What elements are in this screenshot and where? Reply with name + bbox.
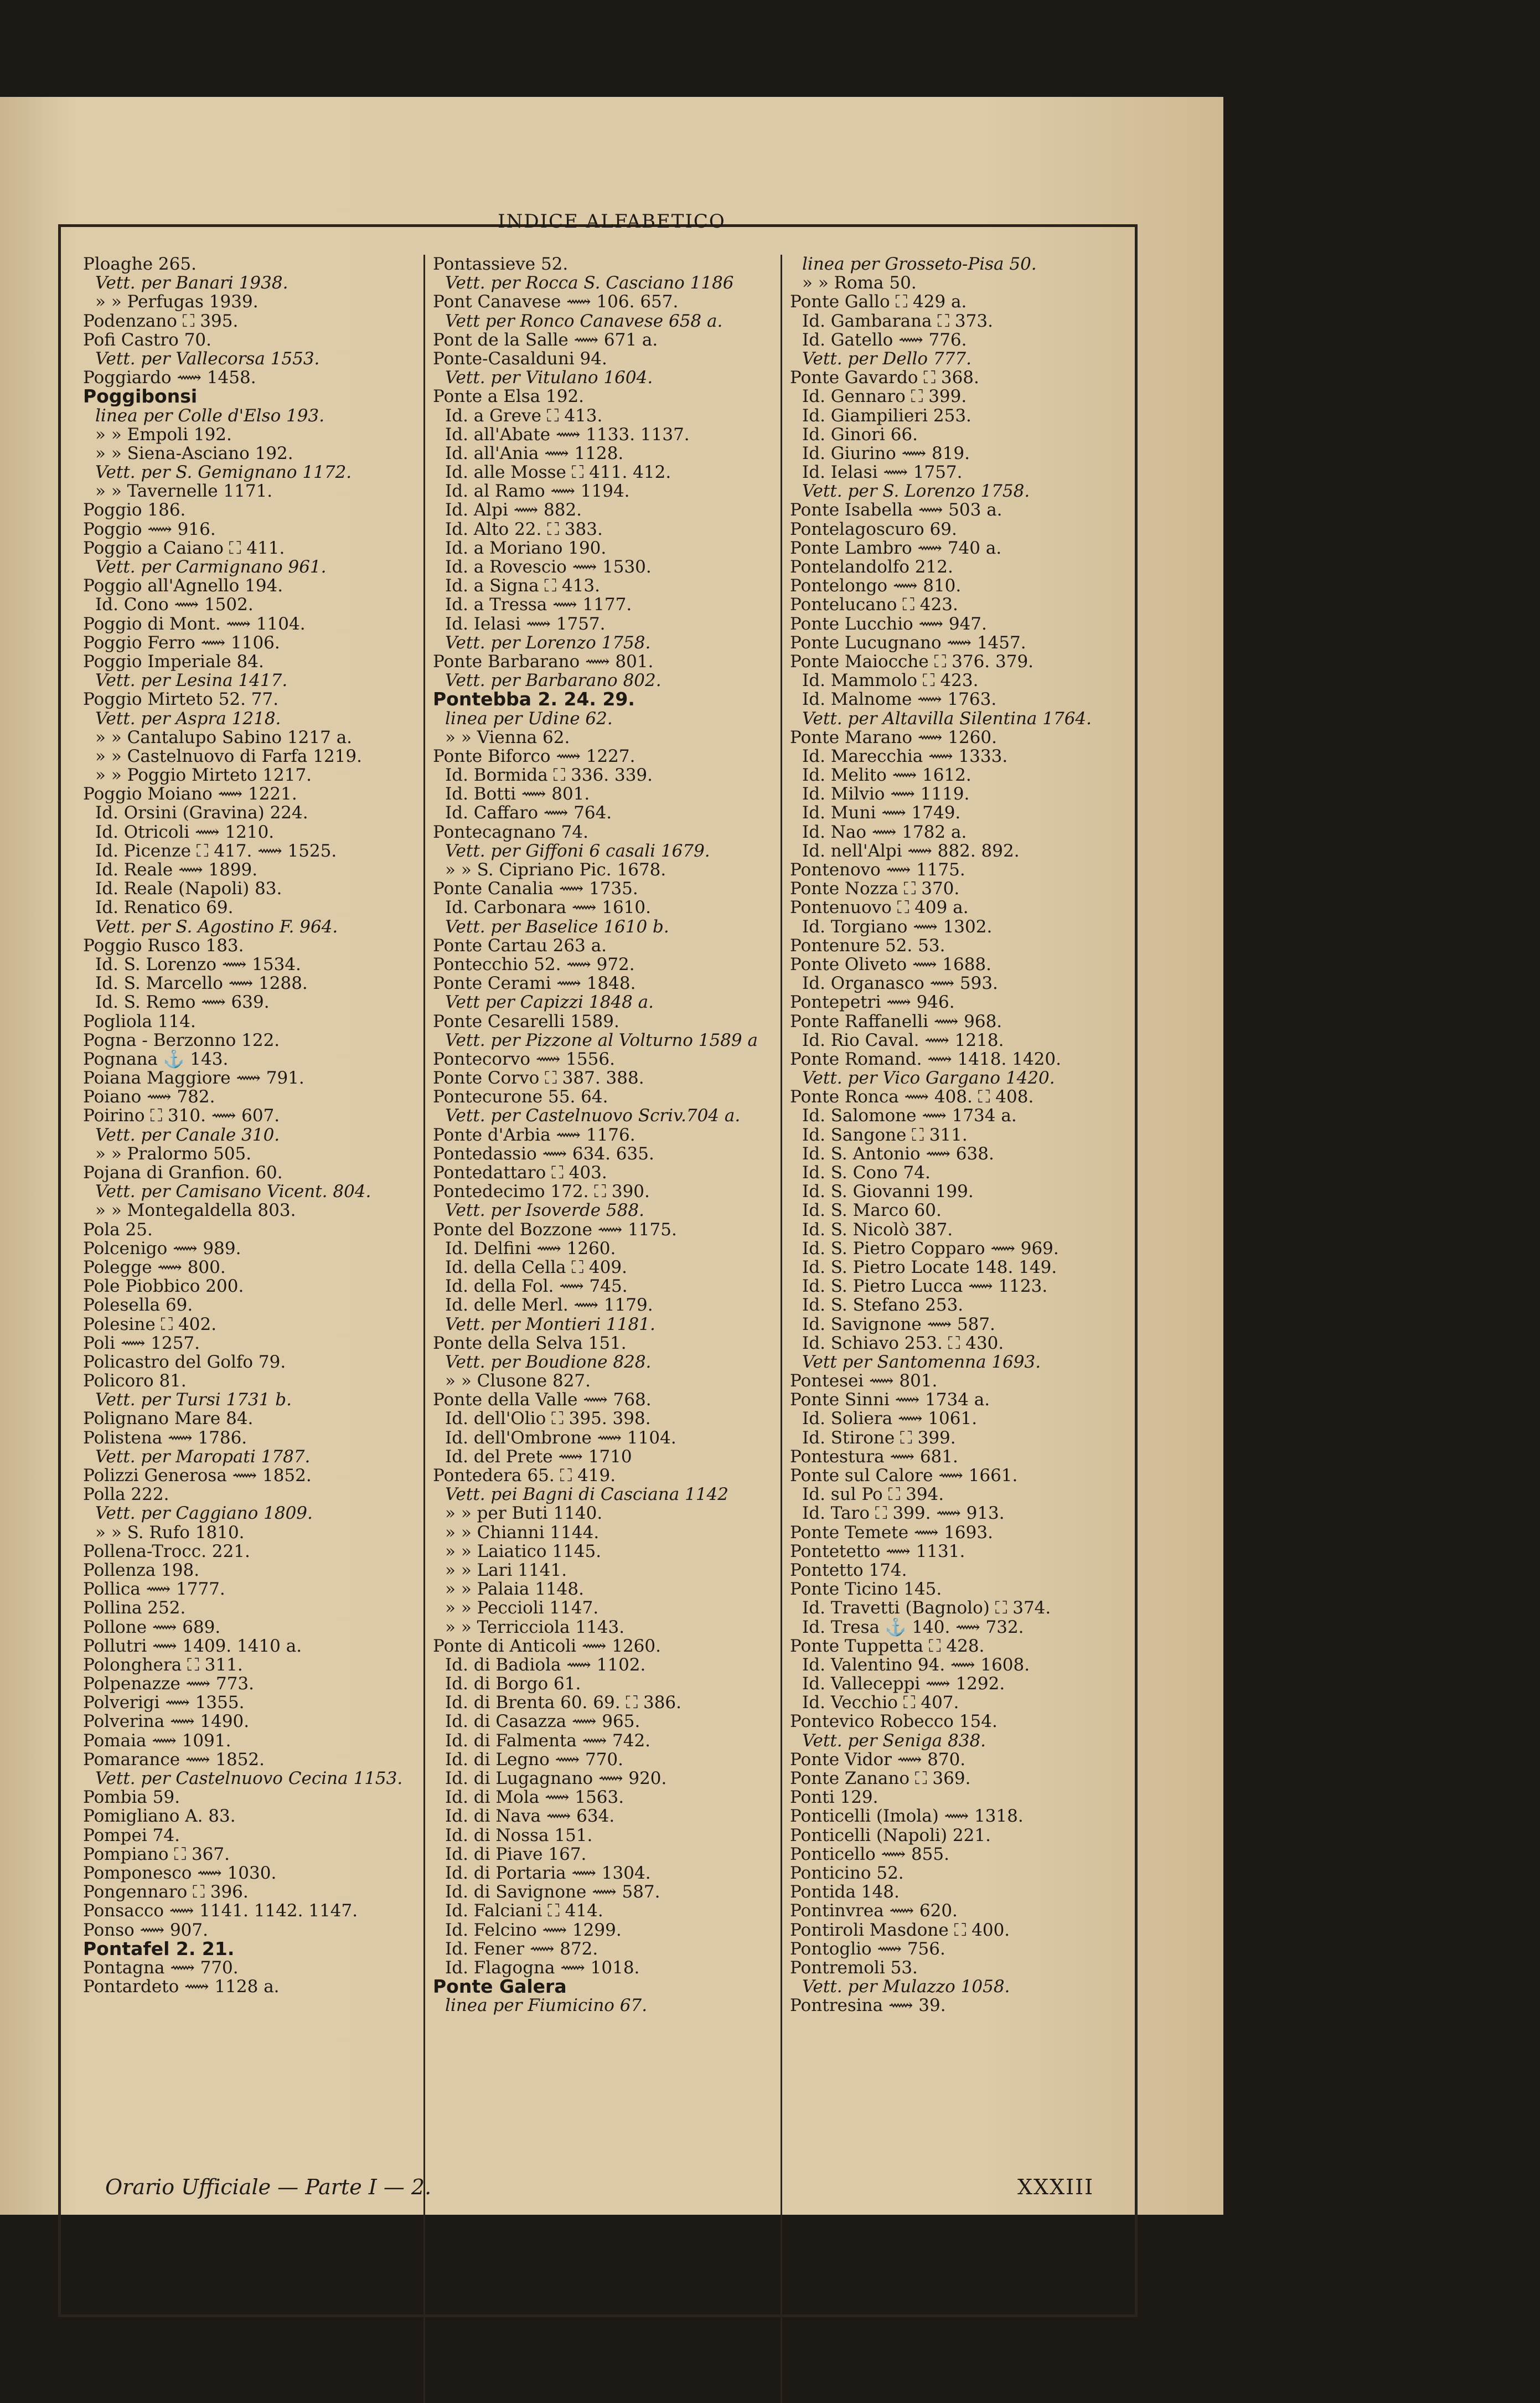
index-entry: Id. Felcino ⟿ 1299. bbox=[445, 1920, 622, 1940]
index-entry: Ponte d'Arbia ⟿ 1176. bbox=[433, 1125, 635, 1144]
index-entry: Polizzi Generosa ⟿ 1852. bbox=[83, 1466, 312, 1486]
index-entry: Polesella 69. bbox=[83, 1296, 193, 1315]
index-entry: Ponte Maiocche ⛶ 376. 379. bbox=[790, 652, 1034, 672]
index-entry: Id. Fener ⟿ 872. bbox=[445, 1939, 598, 1958]
index-entry: Pontoglio ⟿ 756. bbox=[790, 1939, 945, 1958]
index-entry: Ponte Barbarano ⟿ 801. bbox=[433, 652, 654, 672]
index-entry: Id. Torgiano ⟿ 1302. bbox=[802, 917, 993, 936]
index-entry: Pontecorvo ⟿ 1556. bbox=[433, 1049, 615, 1069]
index-entry: Poggio di Mont. ⟿ 1104. bbox=[83, 614, 306, 633]
index-entry: Id. Tresa ⚓ 140. ⟿ 732. bbox=[802, 1617, 1024, 1637]
index-entry: Ponte sul Calore ⟿ 1661. bbox=[790, 1466, 1018, 1486]
index-entry: Pontelongo ⟿ 810. bbox=[790, 576, 962, 596]
index-entry: linea per Colle d'Elso 193. bbox=[95, 406, 325, 425]
index-entry: Pontecurone 55. 64. bbox=[433, 1087, 608, 1107]
index-entry: Vett. per Vitulano 1604. bbox=[445, 368, 653, 388]
index-entry: Id. Gatello ⟿ 776. bbox=[802, 330, 967, 349]
page-header: INDICE ALFABETICO bbox=[498, 210, 726, 233]
index-entry: Id. Otricoli ⟿ 1210. bbox=[95, 822, 275, 842]
index-entry: Ponso ⟿ 907. bbox=[83, 1920, 208, 1940]
index-entry: Id. S. Nicolò 387. bbox=[802, 1220, 953, 1239]
index-entry: Id. Caffaro ⟿ 764. bbox=[445, 803, 612, 823]
index-entry: Id. Travetti (Bagnolo) ⛶ 374. bbox=[802, 1598, 1051, 1618]
index-entry: Pontardeto ⟿ 1128 a. bbox=[83, 1977, 280, 1997]
index-entry: Poggibonsi bbox=[83, 387, 198, 406]
index-entry: » » Pralormo 505. bbox=[95, 1144, 252, 1163]
index-entry: Pontiroli Masdone ⛶ 400. bbox=[790, 1920, 1010, 1940]
index-entry: Pontelandolfo 212. bbox=[790, 558, 953, 577]
index-entry: Vett. pei Bagni di Casciana 1142 bbox=[445, 1485, 728, 1504]
index-entry: Ponte Cartau 263 a. bbox=[433, 936, 607, 955]
index-entry: Vett. per Rocca S. Casciano 1186 bbox=[445, 274, 734, 293]
index-entry: Pontelagoscuro 69. bbox=[790, 519, 957, 539]
index-entry: Pontevico Robecco 154. bbox=[790, 1712, 998, 1731]
index-entry: Id. di Nossa 151. bbox=[445, 1826, 593, 1845]
index-entry: Pollena-Trocc. 221. bbox=[83, 1541, 250, 1561]
index-entry: Id. Mammolo ⛶ 423. bbox=[802, 671, 979, 690]
index-entry: » » S. Cipriano Pic. 1678. bbox=[445, 860, 666, 880]
index-entry: Pont Canavese ⟿ 106. 657. bbox=[433, 292, 679, 312]
index-entry: Pomarance ⟿ 1852. bbox=[83, 1750, 265, 1769]
index-entry: Poggio 186. bbox=[83, 501, 186, 520]
index-entry: Polegge ⟿ 800. bbox=[83, 1257, 226, 1277]
index-entry: Pontetetto ⟿ 1131. bbox=[790, 1541, 965, 1561]
index-entry: Pontresina ⟿ 39. bbox=[790, 1996, 946, 2015]
index-entry: Pomigliano A. 83. bbox=[83, 1807, 236, 1826]
index-entry: Ponte Lambro ⟿ 740 a. bbox=[790, 538, 1002, 558]
footer-publication: Orario Ufficiale — Parte I — 2. bbox=[105, 2175, 432, 2199]
index-entry: Id. della Cella ⛶ 409. bbox=[445, 1257, 627, 1277]
index-entry: Ponte Romand. ⟿ 1418. 1420. bbox=[790, 1049, 1061, 1069]
index-entry: Id. S. Pietro Locate 148. 149. bbox=[802, 1257, 1057, 1277]
index-entry: Vett. per Aspra 1218. bbox=[95, 709, 281, 728]
index-entry: Pomponesco ⟿ 1030. bbox=[83, 1863, 277, 1883]
index-entry: Id. Taro ⛶ 399. ⟿ 913. bbox=[802, 1504, 1005, 1523]
index-entry: Pognana ⚓ 143. bbox=[83, 1049, 229, 1069]
index-entry: Poggiardo ⟿ 1458. bbox=[83, 368, 256, 388]
index-entry: Id. Savignone ⟿ 587. bbox=[802, 1314, 995, 1334]
index-entry: » » Clusone 827. bbox=[445, 1371, 591, 1391]
index-entry: Poiano ⟿ 782. bbox=[83, 1087, 215, 1107]
index-entry: Id. Organasco ⟿ 593. bbox=[802, 974, 998, 993]
index-entry: Id. Vecchio ⛶ 407. bbox=[802, 1693, 959, 1713]
index-entry: Poggio Rusco 183. bbox=[83, 936, 244, 955]
index-entry: Id. a Moriano 190. bbox=[445, 538, 607, 558]
index-entry: » » Lari 1141. bbox=[445, 1560, 567, 1580]
index-entry: Id. di Portaria ⟿ 1304. bbox=[445, 1863, 651, 1883]
index-entry: Ponticelli (Imola) ⟿ 1318. bbox=[790, 1807, 1024, 1826]
index-entry: Id. di Casazza ⟿ 965. bbox=[445, 1712, 640, 1731]
index-entry: Ponte Sinni ⟿ 1734 a. bbox=[790, 1390, 990, 1410]
index-entry: Vett. per Castelnuovo Scriv.704 a. bbox=[445, 1106, 741, 1126]
index-entry: Pompiano ⛶ 367. bbox=[83, 1844, 230, 1864]
index-entry: Pollone ⟿ 689. bbox=[83, 1617, 221, 1637]
index-entry: Id. S. Antonio ⟿ 638. bbox=[802, 1144, 994, 1163]
index-entry: Polistena ⟿ 1786. bbox=[83, 1428, 247, 1447]
index-entry: Pontebba 2. 24. 29. bbox=[433, 690, 635, 709]
index-entry: Ponte Cerami ⟿ 1848. bbox=[433, 974, 636, 993]
index-entry: Id. a Rovescio ⟿ 1530. bbox=[445, 558, 652, 577]
index-entry: Pontecagnano 74. bbox=[433, 822, 588, 842]
index-entry: Poli ⟿ 1257. bbox=[83, 1333, 200, 1353]
index-entry: Ponte Tuppetta ⛶ 428. bbox=[790, 1636, 985, 1656]
index-entry: Pontedera 65. ⛶ 419. bbox=[433, 1466, 616, 1486]
index-entry: Id. nell'Alpi ⟿ 882. 892. bbox=[802, 841, 1020, 860]
index-entry: Pompei 74. bbox=[83, 1826, 180, 1845]
index-entry: Pontinvrea ⟿ 620. bbox=[790, 1901, 958, 1921]
index-entry: Id. S. Pietro Copparo ⟿ 969. bbox=[802, 1239, 1059, 1258]
index-entry: Vett. per S. Agostino F. 964. bbox=[95, 917, 338, 936]
index-entry: Id. S. Giovanni 199. bbox=[802, 1182, 974, 1202]
index-entry: Pongennaro ⛶ 396. bbox=[83, 1883, 249, 1902]
index-entry: Id. di Piave 167. bbox=[445, 1844, 587, 1864]
index-entry: Polpenazze ⟿ 773. bbox=[83, 1674, 255, 1694]
index-entry: Id. Alpi ⟿ 882. bbox=[445, 501, 582, 520]
index-entry: Vett. per Barbarano 802. bbox=[445, 671, 662, 690]
index-entry: Poiana Maggiore ⟿ 791. bbox=[83, 1069, 304, 1088]
index-entry: Id. a Greve ⛶ 413. bbox=[445, 406, 603, 425]
index-entry: Ponte Ronca ⟿ 408. ⛶ 408. bbox=[790, 1087, 1034, 1107]
index-entry: Id. Milvio ⟿ 1119. bbox=[802, 785, 970, 804]
index-entry: Id. Gambarana ⛶ 373. bbox=[802, 311, 993, 331]
index-entry: Id. Carbonara ⟿ 1610. bbox=[445, 898, 651, 917]
index-entry: Poggio Mirteto 52. 77. bbox=[83, 690, 279, 709]
index-entry: » » Castelnuovo di Farfa 1219. bbox=[95, 746, 362, 766]
index-entry: Vett. per Giffoni 6 casali 1679. bbox=[445, 841, 710, 860]
index-entry: Ponte di Anticoli ⟿ 1260. bbox=[433, 1636, 661, 1656]
index-entry: Pont de la Salle ⟿ 671 a. bbox=[433, 330, 658, 349]
index-entry: Ponte Lucugnano ⟿ 1457. bbox=[790, 633, 1026, 652]
index-entry: Pombia 59. bbox=[83, 1788, 180, 1807]
index-entry: Policastro del Golfo 79. bbox=[83, 1352, 286, 1372]
index-entry: Vett. per Camisano Vicent. 804. bbox=[95, 1182, 371, 1202]
index-entry: Id. del Prete ⟿ 1710 bbox=[445, 1447, 632, 1466]
index-entry: Poggio all'Agnello 194. bbox=[83, 576, 283, 596]
index-entry: Ponsacco ⟿ 1141. 1142. 1147. bbox=[83, 1901, 358, 1921]
index-entry: Pofi Castro 70. bbox=[83, 330, 212, 349]
index-entry: Vett per Capizzi 1848 a. bbox=[445, 993, 654, 1012]
index-entry: Id. di Lugagnano ⟿ 920. bbox=[445, 1769, 667, 1788]
index-entry: Id. Giurino ⟿ 819. bbox=[802, 444, 970, 463]
index-entry: Ponte Canalia ⟿ 1735. bbox=[433, 879, 638, 899]
index-entry: Id. al Ramo ⟿ 1194. bbox=[445, 482, 630, 501]
index-entry: Polesine ⛶ 402. bbox=[83, 1314, 217, 1334]
index-entry: » » Perfugas 1939. bbox=[95, 292, 259, 312]
index-entry: Id. S. Stefano 253. bbox=[802, 1296, 964, 1315]
index-entry: Vett per Ronco Canavese 658 a. bbox=[445, 311, 723, 331]
index-entry: Polverigi ⟿ 1355. bbox=[83, 1693, 245, 1713]
index-entry: Id. Schiavo 253. ⛶ 430. bbox=[802, 1333, 1004, 1353]
index-entry: Vett. per Lorenzo 1758. bbox=[445, 633, 651, 652]
index-entry: Ponte Vidor ⟿ 870. bbox=[790, 1750, 966, 1769]
index-entry: Id. Melito ⟿ 1612. bbox=[802, 766, 971, 785]
index-entry: Id. Marecchia ⟿ 1333. bbox=[802, 746, 1008, 766]
index-entry: Pollica ⟿ 1777. bbox=[83, 1580, 225, 1599]
index-entry: Id. S. Pietro Lucca ⟿ 1123. bbox=[802, 1277, 1048, 1296]
index-entry: Vett. per Altavilla Silentina 1764. bbox=[802, 709, 1092, 728]
index-entry: Vett. per Dello 777. bbox=[802, 349, 971, 369]
index-entry: Id. S. Lorenzo ⟿ 1534. bbox=[95, 955, 301, 974]
index-entry: Ponte-Casalduni 94. bbox=[433, 349, 607, 369]
index-entry: Id. Stirone ⛶ 399. bbox=[802, 1428, 956, 1447]
index-entry: » » Cantalupo Sabino 1217 a. bbox=[95, 728, 353, 747]
index-entry: Pontedassio ⟿ 634. 635. bbox=[433, 1144, 654, 1163]
index-entry: » » Tavernelle 1171. bbox=[95, 482, 273, 501]
index-entry: Poirino ⛶ 310. ⟿ 607. bbox=[83, 1106, 280, 1126]
index-entry: Id. Botti ⟿ 801. bbox=[445, 785, 590, 804]
index-entry: Pola 25. bbox=[83, 1220, 153, 1239]
index-entry: Id. S. Marco 60. bbox=[802, 1201, 942, 1220]
index-entry: Id. S. Marcello ⟿ 1288. bbox=[95, 974, 308, 993]
index-entry: Id. di Brenta 60. 69. ⛶ 386. bbox=[445, 1693, 682, 1713]
index-entry: » » Terricciola 1143. bbox=[445, 1617, 625, 1637]
index-entry: Id. all'Abate ⟿ 1133. 1137. bbox=[445, 425, 690, 444]
index-entry: Id. Alto 22. ⛶ 383. bbox=[445, 519, 603, 539]
index-entry: Vett. per Tursi 1731 b. bbox=[95, 1390, 292, 1410]
index-entry: Id. sul Po ⛶ 394. bbox=[802, 1485, 944, 1504]
index-entry: Vett. per Carmignano 961. bbox=[95, 558, 327, 577]
index-entry: » » Palaia 1148. bbox=[445, 1580, 584, 1599]
index-entry: Pomaia ⟿ 1091. bbox=[83, 1731, 231, 1750]
page-number: XXXIII bbox=[1017, 2175, 1094, 2199]
index-entry: Polverina ⟿ 1490. bbox=[83, 1712, 250, 1731]
index-entry: Id. Salomone ⟿ 1734 a. bbox=[802, 1106, 1017, 1126]
index-entry: Id. Sangone ⛶ 311. bbox=[802, 1125, 968, 1144]
index-entry: Polignano Mare 84. bbox=[83, 1409, 254, 1429]
index-entry: Pontepetri ⟿ 946. bbox=[790, 993, 955, 1012]
index-entry: Vett. per Vico Gargano 1420. bbox=[802, 1069, 1055, 1088]
index-entry: » » Montegaldella 803. bbox=[95, 1201, 296, 1220]
index-entry: linea per Grosseto-Pisa 50. bbox=[802, 255, 1037, 274]
index-entry: Ponte Nozza ⛶ 370. bbox=[790, 879, 960, 899]
index-entry: Ponte Lucchio ⟿ 947. bbox=[790, 614, 987, 633]
index-entry: Id. di Falmenta ⟿ 742. bbox=[445, 1731, 651, 1750]
index-entry: » » Peccioli 1147. bbox=[445, 1598, 599, 1618]
index-entry: Id. a Tressa ⟿ 1177. bbox=[445, 595, 632, 615]
index-entry: Pontagna ⟿ 770. bbox=[83, 1958, 239, 1978]
index-entry: Ploaghe 265. bbox=[83, 255, 197, 274]
index-entry: Id. Valentino 94. ⟿ 1608. bbox=[802, 1655, 1030, 1675]
index-entry: Id. Delfini ⟿ 1260. bbox=[445, 1239, 616, 1258]
index-entry: Id. di Mola ⟿ 1563. bbox=[445, 1788, 624, 1807]
index-entry: Pontafel 2. 21. bbox=[83, 1939, 235, 1958]
index-entry: Id. Malnome ⟿ 1763. bbox=[802, 690, 997, 709]
index-entry: Id. S. Cono 74. bbox=[802, 1163, 931, 1183]
index-entry: Poggio Moiano ⟿ 1221. bbox=[83, 785, 297, 804]
index-entry: Pontelucano ⛶ 423. bbox=[790, 595, 958, 615]
index-entry: Ponte a Elsa 192. bbox=[433, 387, 585, 406]
index-entry: Pontesei ⟿ 801. bbox=[790, 1371, 938, 1391]
index-entry: Id. S. Remo ⟿ 639. bbox=[95, 993, 270, 1012]
index-entry: Ponte Biforco ⟿ 1227. bbox=[433, 746, 635, 766]
index-entry: Id. Soliera ⟿ 1061. bbox=[802, 1409, 978, 1429]
index-entry: Vett. per Seniga 838. bbox=[802, 1731, 986, 1750]
index-entry: Id. Muni ⟿ 1749. bbox=[802, 803, 961, 823]
index-entry: Pontestura ⟿ 681. bbox=[790, 1447, 958, 1466]
index-entry: Ponte Isabella ⟿ 503 a. bbox=[790, 501, 1002, 520]
index-entry: Id. Orsini (Gravina) 224. bbox=[95, 803, 308, 823]
index-entry: » » Vienna 62. bbox=[445, 728, 570, 747]
index-entry: Pontenure 52. 53. bbox=[790, 936, 945, 955]
index-entry: Id. Gennaro ⛶ 399. bbox=[802, 387, 967, 406]
index-entry: » » Chianni 1144. bbox=[445, 1523, 600, 1542]
index-entry: Pontida 148. bbox=[790, 1883, 900, 1902]
index-entry: » » Laiatico 1145. bbox=[445, 1541, 602, 1561]
index-entry: Id. Cono ⟿ 1502. bbox=[95, 595, 254, 615]
index-entry: Id. Flagogna ⟿ 1018. bbox=[445, 1958, 640, 1978]
index-entry: Ponte della Valle ⟿ 768. bbox=[433, 1390, 652, 1410]
index-entry: Vett. per Lesina 1417. bbox=[95, 671, 288, 690]
index-entry: Id. Reale ⟿ 1899. bbox=[95, 860, 258, 880]
index-entry: Id. di Borgo 61. bbox=[445, 1674, 581, 1694]
index-entry: Id. Valleceppi ⟿ 1292. bbox=[802, 1674, 1005, 1694]
index-entry: Ponti 129. bbox=[790, 1788, 878, 1807]
index-entry: Pollutri ⟿ 1409. 1410 a. bbox=[83, 1636, 302, 1656]
index-column-3 bbox=[781, 255, 1128, 2403]
index-entry: Id. all'Ania ⟿ 1128. bbox=[445, 444, 624, 463]
index-entry: Pogliola 114. bbox=[83, 1012, 196, 1031]
index-entry: Pollina 252. bbox=[83, 1598, 186, 1618]
index-entry: Pontedecimo 172. ⛶ 390. bbox=[433, 1182, 650, 1202]
index-entry: Ponte Zanano ⛶ 369. bbox=[790, 1769, 971, 1788]
index-entry: Pollenza 198. bbox=[83, 1560, 200, 1580]
index-entry: » » Poggio Mirteto 1217. bbox=[95, 766, 312, 785]
index-entry: Id. Giampilieri 253. bbox=[802, 406, 971, 425]
index-entry: Id. Ielasi ⟿ 1757. bbox=[802, 463, 963, 482]
index-entry: Id. Bormida ⛶ 336. 339. bbox=[445, 766, 653, 785]
index-entry: Pontenovo ⟿ 1175. bbox=[790, 860, 965, 880]
index-entry: Pojana di Granfion. 60. bbox=[83, 1163, 283, 1183]
index-entry: » » per Buti 1140. bbox=[445, 1504, 603, 1523]
index-entry: Ponte Oliveto ⟿ 1688. bbox=[790, 955, 992, 974]
index-entry: Ponte Gallo ⛶ 429 a. bbox=[790, 292, 967, 312]
index-entry: Ponte Temete ⟿ 1693. bbox=[790, 1523, 993, 1542]
index-entry: linea per Udine 62. bbox=[445, 709, 613, 728]
index-entry: Ponte Corvo ⛶ 387. 388. bbox=[433, 1069, 644, 1088]
index-entry: Id. a Signa ⛶ 413. bbox=[445, 576, 601, 596]
index-entry: Id. di Legno ⟿ 770. bbox=[445, 1750, 623, 1769]
index-entry: Id. Ielasi ⟿ 1757. bbox=[445, 614, 606, 633]
index-entry: Id. dell'Olio ⛶ 395. 398. bbox=[445, 1409, 651, 1429]
index-entry: Poggio Ferro ⟿ 1106. bbox=[83, 633, 280, 652]
index-entry: » » Roma 50. bbox=[802, 274, 917, 293]
index-entry: Vett per Santomenna 1693. bbox=[802, 1352, 1041, 1372]
index-entry: Ponte Cesarelli 1589. bbox=[433, 1012, 619, 1031]
index-entry: Ponticino 52. bbox=[790, 1863, 904, 1883]
index-entry: » » S. Rufo 1810. bbox=[95, 1523, 245, 1542]
index-entry: Podenzano ⛶ 395. bbox=[83, 311, 239, 331]
index-entry: Poggio Imperiale 84. bbox=[83, 652, 264, 672]
index-entry: Pontremoli 53. bbox=[790, 1958, 918, 1978]
index-entry: Polla 222. bbox=[83, 1485, 169, 1504]
index-entry: Id. di Savignone ⟿ 587. bbox=[445, 1883, 660, 1902]
index-entry: Id. Renatico 69. bbox=[95, 898, 234, 917]
index-entry: Poggio a Caiano ⛶ 411. bbox=[83, 538, 285, 558]
index-entry: Ponte Gavardo ⛶ 368. bbox=[790, 368, 979, 388]
index-entry: Id. di Badiola ⟿ 1102. bbox=[445, 1655, 646, 1675]
index-entry: Pole Piobbico 200. bbox=[83, 1277, 244, 1296]
index-entry: Polonghera ⛶ 311. bbox=[83, 1655, 243, 1675]
index-entry: Ponte Galera bbox=[433, 1977, 567, 1997]
index-entry: linea per Fiumicino 67. bbox=[445, 1996, 648, 2015]
index-entry: Pontedattaro ⛶ 403. bbox=[433, 1163, 607, 1183]
index-entry: Id. dell'Ombrone ⟿ 1104. bbox=[445, 1428, 676, 1447]
index-entry: Vett. per Caggiano 1809. bbox=[95, 1504, 313, 1523]
index-entry: Ponte Marano ⟿ 1260. bbox=[790, 728, 997, 747]
index-entry: Pogna - Berzonno 122. bbox=[83, 1030, 280, 1050]
index-entry: Id. Nao ⟿ 1782 a. bbox=[802, 822, 967, 842]
index-entry: Pontecchio 52. ⟿ 972. bbox=[433, 955, 635, 974]
index-entry: Policoro 81. bbox=[83, 1371, 187, 1391]
index-entry: » » Empoli 192. bbox=[95, 425, 232, 444]
index-entry: Polcenigo ⟿ 989. bbox=[83, 1239, 241, 1258]
index-entry: Id. Falciani ⛶ 414. bbox=[445, 1901, 603, 1921]
index-column-2 bbox=[423, 255, 771, 2403]
index-column-1 bbox=[83, 255, 421, 2403]
index-entry: Vett. per Montieri 1181. bbox=[445, 1314, 655, 1334]
index-entry: Id. di Nava ⟿ 634. bbox=[445, 1807, 615, 1826]
index-entry: Ponticelli (Napoli) 221. bbox=[790, 1826, 991, 1845]
index-entry: Vett. per S. Lorenzo 1758. bbox=[802, 482, 1030, 501]
index-entry: Id. delle Merl. ⟿ 1179. bbox=[445, 1296, 653, 1315]
index-entry: Pontenuovo ⛶ 409 a. bbox=[790, 898, 969, 917]
index-entry: Vett. per Castelnuovo Cecina 1153. bbox=[95, 1769, 403, 1788]
index-entry: Ponte Raffanelli ⟿ 968. bbox=[790, 1012, 1002, 1031]
index-entry: Vett. per Boudione 828. bbox=[445, 1352, 652, 1372]
index-entry: Id. Ginori 66. bbox=[802, 425, 918, 444]
index-entry: Vett. per Pizzone al Volturno 1589 a bbox=[445, 1030, 758, 1050]
index-entry: Vett. per Maropati 1787. bbox=[95, 1447, 311, 1466]
index-entry: Poggio ⟿ 916. bbox=[83, 519, 216, 539]
index-entry: » » Siena-Asciano 192. bbox=[95, 444, 293, 463]
index-entry: Vett. per Isoverde 588. bbox=[445, 1201, 644, 1220]
index-entry: Ponte della Selva 151. bbox=[433, 1333, 627, 1353]
index-entry: Vett. per Mulazzo 1058. bbox=[802, 1977, 1010, 1997]
index-entry: Ponticello ⟿ 855. bbox=[790, 1844, 949, 1864]
index-entry: Pontetto 174. bbox=[790, 1560, 907, 1580]
index-entry: Ponte del Bozzone ⟿ 1175. bbox=[433, 1220, 677, 1239]
index-entry: Vett. per Canale 310. bbox=[95, 1125, 280, 1144]
index-entry: Id. Rio Caval. ⟿ 1218. bbox=[802, 1030, 1004, 1050]
index-entry: Id. Picenze ⛶ 417. ⟿ 1525. bbox=[95, 841, 337, 860]
index-entry: Ponte Ticino 145. bbox=[790, 1580, 942, 1599]
index-entry: Vett. per Baselice 1610 b. bbox=[445, 917, 669, 936]
index-entry: Vett. per Vallecorsa 1553. bbox=[95, 349, 320, 369]
index-entry: Pontassieve 52. bbox=[433, 255, 569, 274]
index-entry: Vett. per Banari 1938. bbox=[95, 274, 288, 293]
index-entry: Vett. per S. Gemignano 1172. bbox=[95, 463, 352, 482]
index-entry: Id. alle Mosse ⛶ 411. 412. bbox=[445, 463, 671, 482]
index-entry: Id. della Fol. ⟿ 745. bbox=[445, 1277, 628, 1296]
index-entry: Id. Reale (Napoli) 83. bbox=[95, 879, 282, 899]
